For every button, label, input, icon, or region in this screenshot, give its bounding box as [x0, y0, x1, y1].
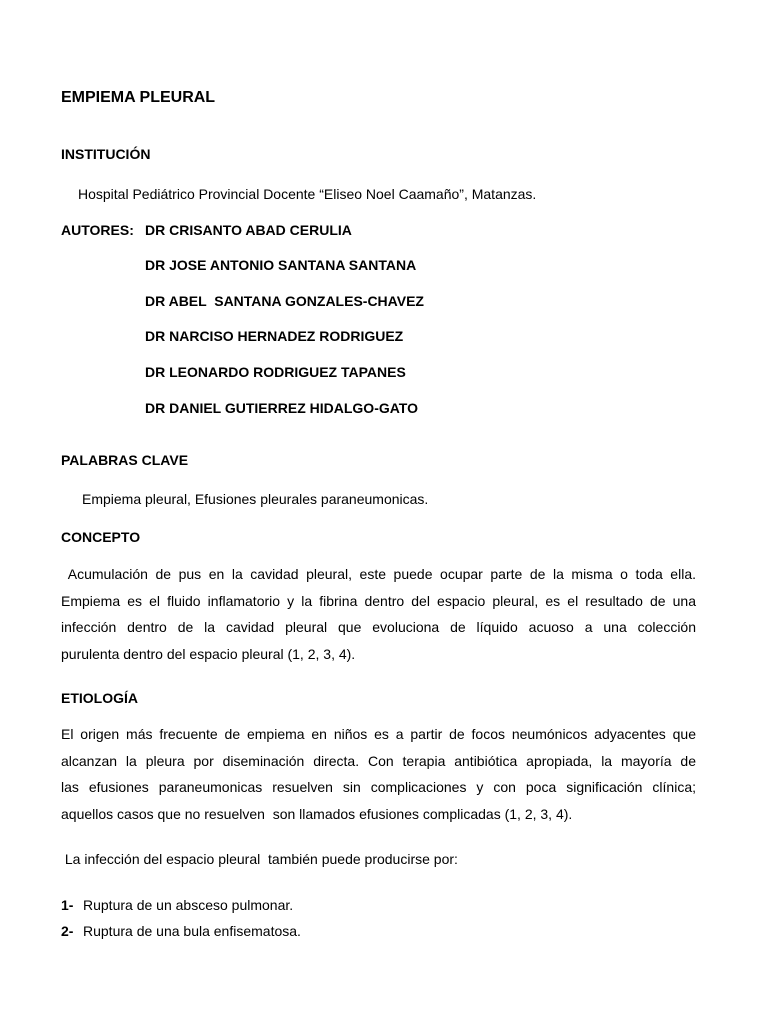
- author-name: DR NARCISO HERNADEZ RODRIGUEZ: [145, 328, 404, 344]
- list-item: [61, 897, 293, 913]
- concepto-heading: CONCEPTO: [61, 529, 141, 545]
- document-title: EMPIEMA PLEURAL: [61, 89, 216, 106]
- author-name: DR LEONARDO RODRIGUEZ TAPANES: [145, 364, 406, 380]
- palabras-clave-heading: PALABRAS CLAVE: [61, 452, 189, 468]
- etiologia-paragraph: [61, 721, 696, 827]
- list-item-number: 1-: [61, 897, 74, 913]
- institucion-heading: INSTITUCIÓN: [61, 146, 151, 162]
- paragraph-line: purulenta dentro del espacio pleural (1, 2, 3, 4).: [61, 645, 356, 662]
- list-item-number: 2-: [61, 923, 74, 939]
- concepto-paragraph: [61, 561, 696, 667]
- paragraph-line: El origen más frecuente de empiema en niños es a partir de focos neumónicos adyacentes que: [61, 726, 696, 742]
- paragraph-line: alcanzan la pleura por diseminación directa. Con terapia antibiótica apropiada, la mayoría de: [61, 752, 696, 769]
- paragraph-line: las efusiones paraneumonicas resuelven sin complicaciones y con poca significación clínica;: [61, 779, 696, 795]
- etiologia-heading: ETIOLOGÍA: [61, 690, 138, 706]
- list-item-text: Ruptura de un absceso pulmonar.: [83, 897, 294, 913]
- author-name: DR DANIEL GUTIERREZ HIDALGO-GATO: [145, 400, 418, 416]
- paragraph-line: Empiema es el fluido inflamatorio y la fibrina dentro del espacio pleural, es el resultado de una: [61, 592, 696, 609]
- institucion-text: Hospital Pediátrico Provincial Docente “Eliseo Noel Caamaño”, Matanzas.: [78, 186, 537, 202]
- author-name: DR CRISANTO ABAD CERULIA: [145, 222, 352, 238]
- etiologia-intro: La infección del espacio pleural también puede producirse por:: [61, 851, 458, 867]
- paragraph-line: Acumulación de pus en la cavidad pleural, este puede ocupar parte de la misma o toda ella.: [61, 566, 696, 582]
- paragraph-line: aquellos casos que no resuelven son llamados efusiones complicadas (1, 2, 3, 4).: [61, 805, 573, 822]
- autores-label: AUTORES:: [61, 222, 134, 238]
- author-name: DR JOSE ANTONIO SANTANA SANTANA: [145, 257, 417, 273]
- author-name: DR ABEL SANTANA GONZALES-CHAVEZ: [145, 293, 424, 309]
- paragraph-line: infección dentro de la cavidad pleural que evoluciona de líquido acuoso a una colección: [61, 619, 696, 635]
- list-item-text: Ruptura de una bula enfisematosa.: [83, 923, 301, 939]
- palabras-clave-text: Empiema pleural, Efusiones pleurales paraneumonicas.: [82, 491, 429, 507]
- list-item: [61, 923, 301, 939]
